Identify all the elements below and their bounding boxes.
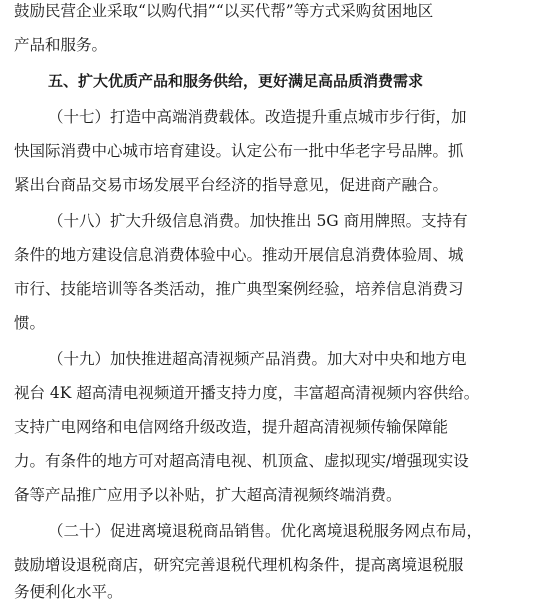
paragraph-line: 惯。: [14, 314, 46, 332]
paragraph-line: 市行、技能培训等各类活动，推广典型案例经验，培养信息消费习: [14, 280, 464, 298]
section-heading: 五、扩大优质产品和服务供给，更好满足高品质消费需求: [48, 72, 424, 90]
paragraph-line: [48, 516, 538, 546]
paragraph-line: [48, 206, 538, 236]
paragraph-line: 支持广电网络和电信网络升级改造，提升超高清视频传输保障能: [14, 418, 449, 436]
paragraph-line: 力。有条件的地方可对超高清电视、机顶盒、虚拟现实/增强现实设: [14, 452, 469, 470]
paragraph-line: [48, 344, 538, 374]
paragraph-line: 产品和服务。: [14, 36, 108, 54]
item-heading: （十九）加快推进超高清视频产品消费。: [48, 350, 328, 368]
paragraph-line: 务便利化水平。: [14, 583, 123, 601]
item-heading: （十七）打造中高端消费载体。: [48, 108, 266, 126]
item-text: 加快推出 5G 商用牌照。支持有: [249, 212, 468, 230]
item-text: 优化离境退税服务网点布局，: [280, 522, 483, 540]
paragraph-line: 视台 4K 超高清电视频道开播支持力度，丰富超高清视频内容供给。: [14, 384, 480, 402]
paragraph-line: 条件的地方建设信息消费体验中心。推动开展信息消费体验周、城: [14, 246, 464, 264]
paragraph-line: [48, 102, 538, 132]
paragraph-line: 鼓励民营企业采取“以购代捐”“以买代帮”等方式采购贫困地区: [14, 2, 434, 20]
paragraph-line: 鼓励增设退税商店，研究完善退税代理机构条件，提高离境退税服: [14, 556, 464, 574]
item-text: 改造提升重点城市步行街，加: [265, 108, 467, 126]
paragraph-line: 快国际消费中心城市培育建设。认定公布一批中华老字号品牌。抓: [14, 142, 464, 160]
paragraph-line: 紧出台商品交易市场发展平台经济的指导意见，促进商产融合。: [14, 176, 449, 194]
item-text: 加大对中央和地方电: [327, 350, 467, 368]
paragraph-line: 备等产品推广应用予以补贴，扩大超高清视频终端消费。: [14, 486, 402, 504]
item-heading: （二十）促进离境退税商品销售。: [48, 522, 281, 540]
item-heading: （十八）扩大升级信息消费。: [48, 212, 250, 230]
